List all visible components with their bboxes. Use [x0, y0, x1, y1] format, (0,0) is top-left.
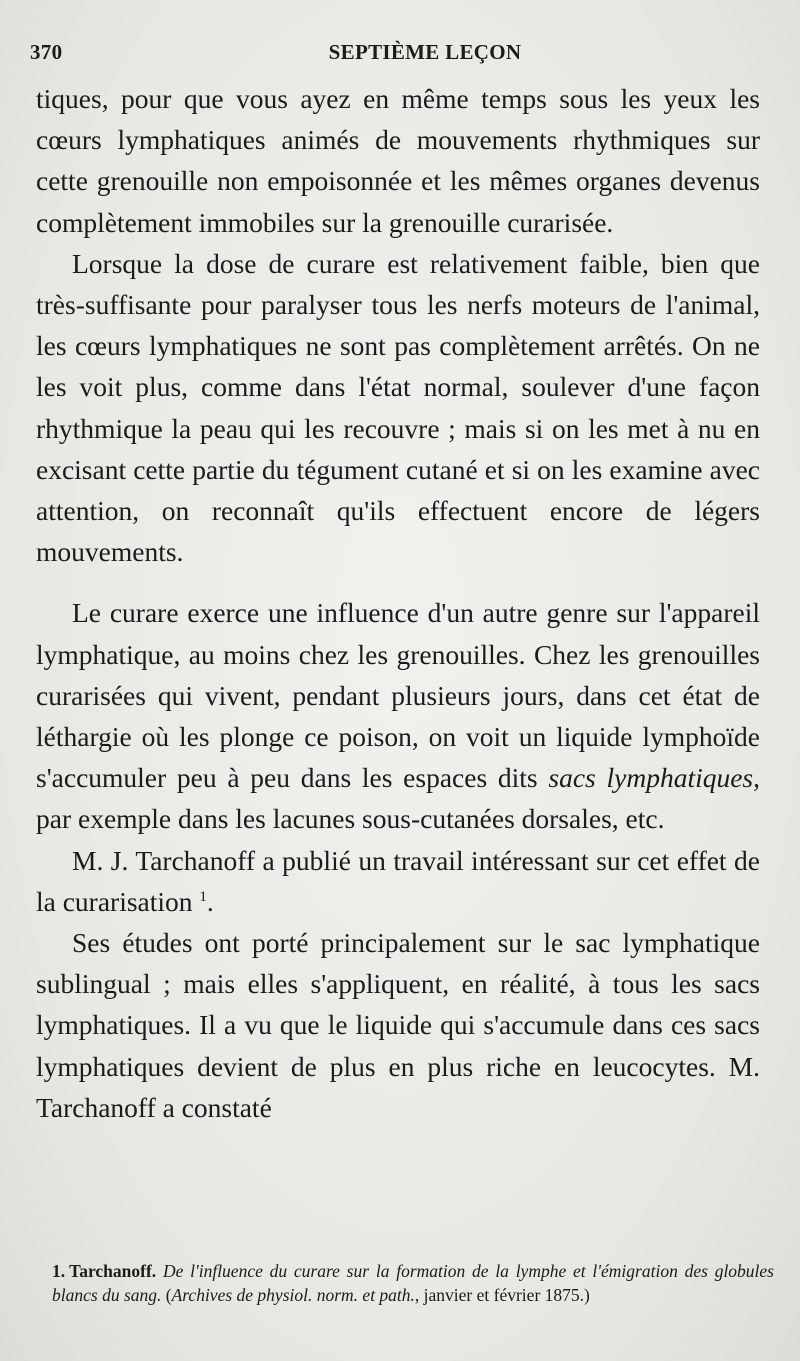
footnote-reference: 1 [199, 888, 207, 905]
italic-term: sacs lymphatiques [548, 762, 754, 794]
paragraph-4-end: . [206, 885, 214, 917]
footnote-title: De l'influence du curare sur la formation de la lymphe et l'émigration des globules blancs du sang. [52, 1261, 774, 1305]
footnote-journal: Archives de physiol. norm. et path. [171, 1284, 415, 1305]
footnote-source-open: ( [165, 1284, 172, 1305]
paragraph-2: Lorsque la dose de curare est relativement faible, bien que très-suffisante pour paralyser tous les nerfs moteurs de l'animal, les cœurs lymphatiques ne sont pas complètement arrêtés. On ne les voit plus, comme dans l'état normal, soulever d'une façon rhythmique la peau qui les recouvre ; mais si on les met à nu en excisant cette partie du tégument cutané et si on les examine avec attention, on reconnaît qu'ils effectuent encore de légers mouvements. [36, 247, 760, 568]
running-head [30, 40, 760, 70]
body-text [36, 78, 760, 1128]
paragraph-4-text: M. J. Tarchanoff a publié un travail intéressant sur cet effet de la curarisation [36, 844, 760, 917]
footnote-1 [52, 1260, 774, 1307]
paragraph-5: Ses études ont porté principalement sur le sac lymphatique sublingual ; mais elles s'appliquent, en réalité, à tous les sacs lymphatiques. Il a vu que le liquide qui s'accumule dans ces sacs lymphatiques devient de plus en plus riche en leucocytes. M. Tarchanoff a constaté [36, 927, 760, 1123]
paragraph-1: tiques, pour que vous ayez en même temps sous les yeux les cœurs lymphatiques animés de mouvements rhythmiques sur cette grenouille non empoisonnée et les mêmes organes devenus complètement immobiles sur la grenouille curarisée. [36, 83, 760, 238]
paragraph-4 [36, 840, 760, 922]
footnote-author: Tarchanoff. [69, 1261, 157, 1281]
running-title: SEPTIÈME LEÇON [328, 40, 522, 64]
paragraph-3-text: Le curare exerce une influence d'un autre genre sur l'appareil lymphatique, au moins chez les grenouilles. Chez les grenouilles curarisées qui vivent, pendant plusieurs jours, dans cet état de léthargie où les plonge ce poison, on voit un liquide lymphoïde s'accumuler peu à peu dans les espaces dits [36, 597, 760, 794]
paragraph-3-end: , par exemple dans les lacunes sous-cutanées dorsales, etc. [36, 762, 761, 835]
footnote-source-rest: , janvier et février 1875.) [414, 1284, 590, 1305]
footnotes [52, 1260, 774, 1307]
footnote-label: 1. [52, 1261, 66, 1281]
page-number: 370 [30, 40, 63, 64]
paragraph-3 [36, 592, 760, 839]
